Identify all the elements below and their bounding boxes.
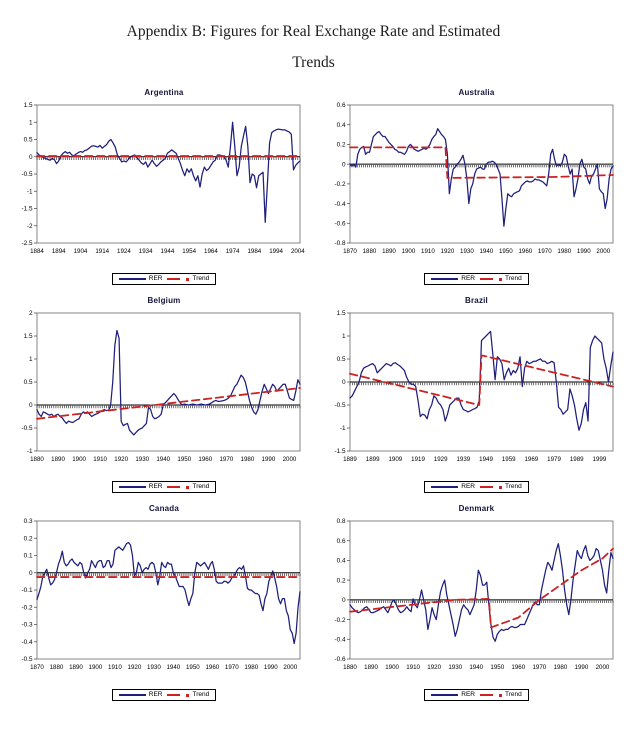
x-tick-label: 1914 [95, 248, 110, 255]
y-tick-label: 0.6 [336, 537, 345, 545]
x-tick-label: 1900 [88, 664, 103, 671]
legend-rer-label: RER [461, 275, 475, 282]
x-tick-label: 1959 [501, 456, 516, 463]
x-tick-label: 1954 [182, 248, 197, 255]
x-tick-label: 1960 [517, 248, 532, 255]
rer-line-swatch [431, 278, 458, 280]
x-tick-label: 1960 [510, 664, 525, 671]
x-tick-label: 1920 [426, 664, 441, 671]
y-tick-label: 0.8 [336, 518, 345, 526]
x-tick-label: 1930 [459, 248, 474, 255]
x-tick-label: 1940 [468, 664, 483, 671]
x-tick-label: 1974 [225, 248, 240, 255]
legend-trend-label: Trend [504, 275, 522, 282]
x-tick-label: 1910 [108, 664, 122, 671]
x-tick-label: 1890 [381, 248, 396, 255]
y-tick-label: 2 [28, 310, 33, 318]
x-tick-label: 1940 [156, 456, 171, 463]
x-tick-label: 1964 [204, 248, 218, 255]
y-tick-label: -1 [339, 425, 345, 433]
chart-title-argentina: Argentina [144, 88, 184, 97]
chart-title-belgium: Belgium [147, 296, 181, 305]
x-tick-label: 1930 [135, 456, 150, 463]
chart-legend-canada [8, 683, 306, 701]
x-tick-label: 1970 [224, 664, 239, 671]
x-tick-label: 1950 [489, 664, 504, 671]
chart-title-australia: Australia [458, 88, 495, 97]
rer-line-swatch [431, 694, 458, 696]
chart-plot-argentina [8, 98, 306, 266]
x-tick-label: 1884 [30, 248, 44, 255]
x-tick-label: 1960 [198, 456, 213, 463]
y-tick-label: 1.5 [23, 102, 33, 110]
y-tick-label: -0.4 [21, 638, 33, 646]
legend-rer-label: RER [148, 275, 163, 282]
x-tick-label: 1990 [263, 664, 278, 671]
legend-rer-label: RER [461, 691, 475, 698]
y-tick-label: -1 [26, 448, 33, 456]
x-tick-label: 1880 [362, 248, 376, 255]
x-tick-label: 1999 [592, 456, 606, 463]
x-tick-label: 1969 [523, 456, 538, 463]
trend-line-swatch [480, 694, 493, 696]
y-tick-label: 0.5 [23, 379, 33, 387]
x-tick-label: 2000 [282, 456, 297, 463]
x-tick-label: 1920 [114, 456, 129, 463]
x-tick-label: 1990 [261, 456, 276, 463]
y-tick-label: -0.4 [333, 636, 345, 644]
y-tick-label: -1.5 [21, 205, 33, 213]
y-tick-label: -2.5 [21, 240, 33, 248]
x-tick-label: 1890 [51, 456, 65, 463]
y-tick-label: -0.2 [21, 604, 33, 612]
y-tick-label: -0.3 [21, 621, 33, 629]
page-title [0, 16, 627, 78]
y-tick-label: 0.3 [23, 518, 33, 526]
figures-grid [0, 78, 627, 701]
y-tick-label: 0.2 [336, 141, 345, 149]
x-tick-label: 1990 [576, 248, 591, 255]
x-tick-label: 1920 [127, 664, 142, 671]
chart-plot-brazil [321, 306, 619, 474]
x-tick-label: 1980 [556, 248, 571, 255]
chart-belgium [8, 296, 306, 493]
legend-rer-label: RER [461, 483, 475, 490]
x-tick-label: 1979 [546, 456, 561, 463]
x-tick-label: 1970 [537, 248, 552, 255]
y-tick-label: 0.4 [336, 121, 345, 129]
y-tick-label: -0.8 [333, 240, 345, 248]
x-tick-label: 1939 [455, 456, 470, 463]
trend-line-swatch [167, 278, 180, 280]
y-tick-label: -0.2 [333, 181, 345, 189]
chart-title-denmark: Denmark [458, 504, 495, 513]
y-tick-label: 0.1 [23, 552, 33, 560]
y-tick-label: 0 [28, 402, 33, 410]
x-tick-label: 1880 [49, 664, 64, 671]
y-tick-label: 1 [341, 333, 345, 341]
y-tick-label: 1.5 [23, 333, 33, 341]
x-tick-label: 1934 [138, 248, 153, 255]
x-tick-label: 1960 [205, 664, 220, 671]
chart-title-brazil: Brazil [465, 296, 488, 305]
y-tick-label: -0.5 [333, 402, 345, 410]
x-tick-label: 1930 [147, 664, 161, 671]
x-tick-label: 1950 [498, 248, 513, 255]
x-tick-label: 2000 [595, 664, 609, 671]
y-tick-label: -0.5 [21, 425, 33, 433]
x-tick-label: 1910 [93, 456, 108, 463]
legend-rer-label: RER [148, 691, 163, 698]
x-tick-label: 1924 [117, 248, 131, 255]
chart-brazil [321, 296, 619, 493]
x-tick-label: 1990 [574, 664, 588, 671]
y-tick-label: -0.2 [333, 616, 345, 624]
x-tick-label: 1984 [247, 248, 262, 255]
chart-legend-brazil [321, 475, 619, 493]
y-tick-label: -1 [26, 188, 33, 196]
x-tick-label: 1919 [410, 456, 425, 463]
x-tick-label: 1910 [420, 248, 435, 255]
x-tick-label: 1889 [342, 456, 357, 463]
chart-australia [321, 88, 619, 285]
legend-rer-label: RER [148, 483, 163, 490]
x-tick-label: 1970 [219, 456, 234, 463]
legend-trend-label: Trend [504, 483, 522, 490]
x-tick-label: 1900 [72, 456, 86, 463]
x-tick-label: 1910 [405, 664, 420, 671]
x-tick-label: 1940 [166, 664, 181, 671]
y-tick-label: -0.5 [21, 656, 33, 664]
trend-marker-swatch [499, 278, 502, 281]
chart-canvas [8, 514, 306, 682]
page-title-line1: Appendix B: Figures for Real Exchange Rate and Estimated [126, 23, 501, 40]
x-tick-label: 2000 [283, 664, 298, 671]
trend-line-swatch [167, 694, 180, 696]
chart-canvas [321, 306, 619, 474]
y-tick-label: -1.5 [333, 448, 345, 456]
x-tick-label: 1994 [269, 248, 283, 255]
y-tick-label: 0 [28, 153, 33, 161]
trend-line-swatch [167, 486, 180, 488]
y-tick-label: -0.5 [21, 171, 33, 179]
rer-line-swatch [119, 694, 146, 696]
y-tick-label: -0.6 [333, 656, 345, 664]
chart-argentina [8, 88, 306, 285]
x-tick-label: 1949 [478, 456, 493, 463]
trend-line-swatch [480, 486, 493, 488]
rer-line-swatch [119, 278, 146, 280]
y-tick-label: 0 [341, 379, 345, 387]
y-tick-label: 1 [28, 356, 33, 364]
chart-legend-argentina [8, 267, 306, 285]
chart-legend-australia [321, 267, 619, 285]
chart-legend-belgium [8, 475, 306, 493]
y-tick-label: 0 [341, 597, 345, 605]
x-tick-label: 1950 [185, 664, 200, 671]
x-tick-label: 1970 [531, 664, 546, 671]
chart-legend-denmark [321, 683, 619, 701]
chart-plot-australia [321, 98, 619, 266]
chart-denmark [321, 504, 619, 701]
y-tick-label: -0.4 [333, 200, 345, 208]
chart-canvas [321, 98, 619, 266]
trend-marker-swatch [499, 694, 502, 697]
trend-marker-swatch [186, 278, 189, 281]
y-tick-label: -0.1 [21, 587, 33, 595]
chart-canvas [8, 306, 306, 474]
y-tick-label: 0 [28, 569, 33, 577]
x-tick-label: 2004 [290, 248, 305, 255]
x-tick-label: 1890 [363, 664, 378, 671]
x-tick-label: 1944 [160, 248, 175, 255]
x-tick-label: 1900 [384, 664, 399, 671]
x-tick-label: 1899 [365, 456, 380, 463]
x-tick-label: 1870 [342, 248, 357, 255]
legend-trend-label: Trend [192, 691, 210, 698]
legend-trend-label: Trend [192, 483, 210, 490]
x-tick-label: 1890 [69, 664, 83, 671]
x-tick-label: 1980 [244, 664, 259, 671]
trend-marker-swatch [186, 486, 189, 489]
x-tick-label: 2000 [595, 248, 610, 255]
trend-line-swatch [480, 278, 493, 280]
legend-trend-label: Trend [192, 275, 210, 282]
page-title-line2: Trends [292, 54, 335, 71]
chart-canada [8, 504, 306, 701]
y-tick-label: -2 [26, 222, 33, 230]
y-tick-label: 0.5 [23, 136, 33, 144]
chart-canvas [8, 98, 306, 266]
y-tick-label: 1 [28, 119, 33, 127]
x-tick-label: 1904 [73, 248, 88, 255]
x-tick-label: 1950 [177, 456, 192, 463]
trend-marker-swatch [186, 694, 189, 697]
x-tick-label: 1930 [447, 664, 462, 671]
x-tick-label: 1894 [51, 248, 66, 255]
y-tick-label: -0.6 [333, 220, 345, 228]
y-tick-label: 0 [341, 161, 345, 169]
chart-plot-canada [8, 514, 306, 682]
y-tick-label: 0.2 [23, 535, 33, 543]
chart-plot-belgium [8, 306, 306, 474]
y-tick-label: 0.6 [336, 102, 345, 110]
x-tick-label: 1980 [553, 664, 567, 671]
chart-canvas [321, 514, 619, 682]
y-tick-label: 1.5 [336, 310, 345, 318]
y-tick-label: 0.5 [336, 356, 345, 364]
x-tick-label: 1929 [433, 456, 448, 463]
x-tick-label: 1920 [440, 248, 454, 255]
chart-title-canada: Canada [148, 504, 180, 513]
x-tick-label: 1900 [401, 248, 415, 255]
x-tick-label: 1880 [30, 456, 44, 463]
x-tick-label: 1980 [240, 456, 255, 463]
rer-line-swatch [119, 486, 146, 488]
chart-plot-denmark [321, 514, 619, 682]
x-tick-label: 1909 [387, 456, 402, 463]
rer-line-swatch [431, 486, 458, 488]
x-tick-label: 1989 [569, 456, 584, 463]
x-tick-label: 1870 [30, 664, 44, 671]
trend-marker-swatch [499, 486, 502, 489]
x-tick-label: 1940 [478, 248, 493, 255]
x-tick-label: 1880 [342, 664, 357, 671]
legend-trend-label: Trend [504, 691, 522, 698]
y-tick-label: 0.4 [336, 557, 345, 565]
y-tick-label: 0.2 [336, 577, 345, 585]
